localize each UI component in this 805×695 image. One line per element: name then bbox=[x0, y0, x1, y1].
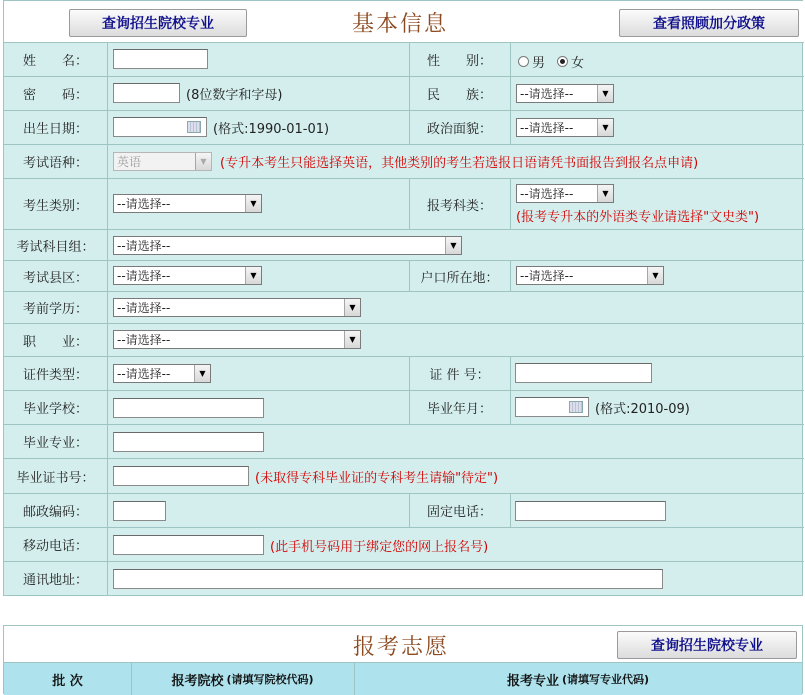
application-table-header bbox=[4, 662, 802, 695]
row-name bbox=[4, 42, 804, 76]
grad-date-label: 毕业年月： bbox=[426, 402, 492, 417]
political-label: 政治面貌： bbox=[426, 122, 492, 137]
chevron-down-icon: ▼ bbox=[597, 119, 613, 136]
password-input[interactable] bbox=[113, 83, 180, 103]
row-language bbox=[4, 144, 804, 178]
row-id bbox=[4, 356, 804, 390]
password-note: (8位数字和字母) bbox=[186, 87, 283, 103]
subject-group-select[interactable]: --请选择-- ▼ bbox=[113, 236, 462, 255]
row-education bbox=[4, 291, 804, 323]
school-input[interactable] bbox=[113, 398, 264, 418]
id-number-input[interactable] bbox=[515, 363, 652, 383]
row-address bbox=[4, 561, 804, 595]
chevron-down-icon: ▼ bbox=[647, 267, 663, 284]
phone-label: 固定电话： bbox=[426, 505, 492, 520]
grad-date-input[interactable] bbox=[515, 397, 589, 417]
postcode-input[interactable] bbox=[113, 501, 166, 521]
subject-group-label: 考试科目组： bbox=[16, 239, 95, 255]
mobile-label: 移动电话： bbox=[22, 539, 88, 554]
chevron-down-icon: ▼ bbox=[344, 331, 360, 348]
gender-male-radio[interactable] bbox=[518, 56, 529, 67]
language-note: (专升本考生只能选择英语，其他类别的考生若选报日语请凭书面报告到报名点申请) bbox=[220, 156, 699, 171]
name-label: 姓 名： bbox=[22, 54, 88, 69]
row-mobile bbox=[4, 527, 804, 561]
chevron-down-icon: ▼ bbox=[344, 299, 360, 316]
education-label: 考前学历： bbox=[22, 302, 88, 317]
hukou-label: 户口所在地： bbox=[420, 270, 499, 286]
row-major bbox=[4, 424, 804, 458]
row-birth bbox=[4, 110, 804, 144]
chevron-down-icon: ▼ bbox=[245, 267, 261, 284]
phone-input[interactable] bbox=[515, 501, 666, 521]
query-schools-button[interactable]: 查询招生院校专业 bbox=[69, 9, 247, 37]
row-postcode bbox=[4, 493, 804, 527]
birth-date-input[interactable] bbox=[113, 117, 207, 137]
address-label: 通讯地址： bbox=[22, 573, 88, 588]
basic-info-title: 基本信息 bbox=[352, 12, 449, 37]
row-category bbox=[4, 178, 804, 229]
id-type-label: 证件类型： bbox=[22, 368, 88, 383]
major-label: 毕业专业： bbox=[22, 436, 88, 451]
basic-info-header bbox=[4, 1, 804, 42]
category-label: 考生类别： bbox=[22, 198, 88, 214]
password-label: 密 码： bbox=[22, 88, 88, 103]
gender-label: 性 别： bbox=[426, 54, 492, 69]
col-major-header: 报考专业 (请填写专业代码) bbox=[506, 673, 650, 689]
chevron-down-icon: ▼ bbox=[597, 85, 613, 102]
occupation-label: 职 业： bbox=[22, 334, 88, 350]
id-type-select[interactable]: --请选择-- ▼ bbox=[113, 364, 211, 383]
certificate-label: 毕业证书号： bbox=[16, 470, 95, 486]
calendar-icon[interactable] bbox=[569, 401, 583, 413]
county-select[interactable]: --请选择-- ▼ bbox=[113, 266, 262, 285]
name-input[interactable] bbox=[113, 49, 208, 69]
query-schools-button-2[interactable]: 查询招生院校专业 bbox=[617, 631, 797, 659]
row-password bbox=[4, 76, 804, 110]
birth-label: 出生日期： bbox=[22, 122, 88, 137]
row-county bbox=[4, 260, 804, 291]
col-school-header: 报考院校 (请填写院校代码) bbox=[171, 673, 314, 689]
basic-info-panel bbox=[3, 0, 803, 596]
view-policy-button[interactable]: 查看照顾加分政策 bbox=[619, 9, 799, 37]
application-title: 报考志愿 bbox=[353, 635, 450, 660]
chevron-down-icon: ▼ bbox=[245, 195, 261, 212]
postcode-label: 邮政编码： bbox=[22, 505, 88, 520]
political-select[interactable]: --请选择-- ▼ bbox=[516, 118, 614, 137]
row-subject-group bbox=[4, 229, 804, 260]
chevron-down-icon: ▼ bbox=[194, 365, 210, 382]
occupation-select[interactable]: --请选择-- ▼ bbox=[113, 330, 361, 349]
col-batch-header: 批 次 bbox=[52, 673, 83, 689]
calendar-icon[interactable] bbox=[187, 121, 201, 133]
hukou-select[interactable]: --请选择-- ▼ bbox=[516, 266, 664, 285]
education-select[interactable]: --请选择-- ▼ bbox=[113, 298, 361, 317]
chevron-down-icon: ▼ bbox=[195, 153, 211, 170]
birth-note: (格式:1990-01-01) bbox=[213, 121, 330, 137]
row-school bbox=[4, 390, 804, 424]
language-label: 考试语种： bbox=[22, 156, 88, 171]
row-occupation bbox=[4, 323, 804, 356]
gender-female-radio[interactable] bbox=[557, 56, 568, 67]
mobile-note: (此手机号码用于绑定您的网上报名号) bbox=[270, 539, 489, 555]
gender-female-label: 女 bbox=[571, 56, 585, 71]
ethnicity-label: 民 族： bbox=[426, 88, 492, 103]
grad-date-note: (格式:2010-09) bbox=[595, 401, 690, 417]
category-select[interactable]: --请选择-- ▼ bbox=[113, 194, 262, 213]
row-certificate bbox=[4, 458, 804, 493]
certificate-input[interactable] bbox=[113, 466, 249, 486]
chevron-down-icon: ▼ bbox=[445, 237, 461, 254]
subject-select[interactable]: --请选择-- ▼ bbox=[516, 184, 614, 203]
id-number-label: 证 件 号： bbox=[429, 368, 490, 383]
application-panel bbox=[3, 625, 803, 694]
ethnicity-select[interactable]: --请选择-- ▼ bbox=[516, 84, 614, 103]
certificate-note: (未取得专科毕业证的专科考生请输"待定") bbox=[255, 470, 499, 486]
subject-label: 报考科类： bbox=[426, 198, 492, 214]
major-input[interactable] bbox=[113, 432, 264, 452]
chevron-down-icon: ▼ bbox=[597, 185, 613, 202]
county-label: 考试县区： bbox=[22, 270, 88, 286]
language-select[interactable]: 英语 ▼ bbox=[113, 152, 212, 171]
gender-male-label: 男 bbox=[532, 56, 546, 71]
mobile-input[interactable] bbox=[113, 535, 264, 555]
subject-note: (报考专升本的外语类专业请选择"文史类") bbox=[516, 210, 760, 225]
school-label: 毕业学校： bbox=[22, 402, 88, 417]
address-input[interactable] bbox=[113, 569, 663, 589]
